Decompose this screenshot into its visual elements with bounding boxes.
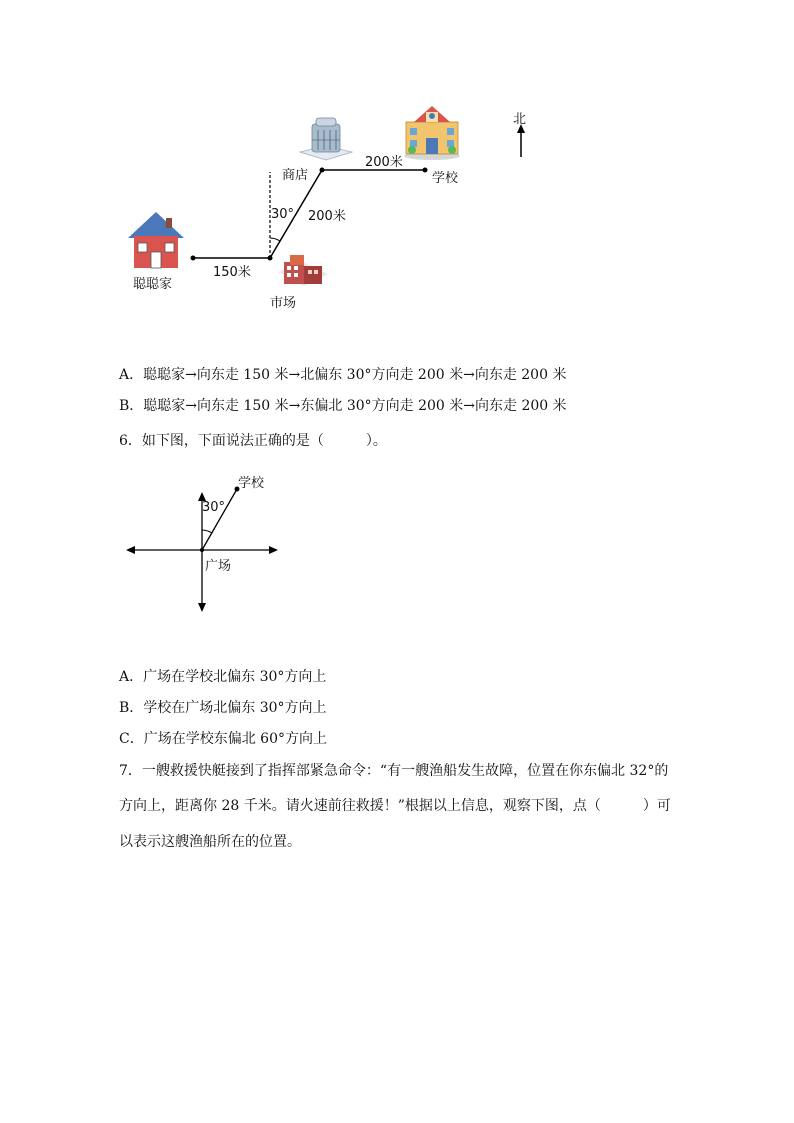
q6-option-c <box>119 728 327 748</box>
option-text: 学校在广场北偏东 30°方向上 <box>143 700 327 716</box>
shop-label: 商店 <box>282 168 309 183</box>
route-map-svg <box>0 0 794 340</box>
option-text: 广场在学校东偏北 60°方向上 <box>143 731 327 747</box>
option-letter: A． <box>119 367 144 383</box>
home-label: 聪聪家 <box>133 277 173 292</box>
q6-option-b <box>119 697 327 717</box>
option-letter: B． <box>119 398 144 414</box>
school-icon <box>404 106 460 160</box>
q6-stem: 6．如下图，下面说法正确的是（ ）。 <box>119 433 387 449</box>
school-label: 学校 <box>432 171 459 186</box>
point-school <box>423 168 428 173</box>
house-icon <box>128 212 184 268</box>
route-map <box>0 0 794 340</box>
angle-arc <box>270 238 280 241</box>
point-shop <box>320 168 325 173</box>
q7-line-1: 7．一艘救援快艇接到了指挥部紧急命令：“有一艘渔船发生故障，位置在你东偏北 32°的 <box>119 763 669 779</box>
q5-option-b <box>119 395 567 415</box>
option-letter: C． <box>119 731 144 747</box>
shop-icon <box>300 118 352 160</box>
q6-diagram <box>120 468 300 618</box>
option-text: 聪聪家→向东走 150 米→北偏东 30°方向走 200 米→向东走 200 米 <box>143 367 567 383</box>
point-home <box>191 256 196 261</box>
north-arrow-icon <box>517 124 525 157</box>
q7-line-2: 方向上，距离你 28 千米。请火速前往救援！”根据以上信息，观察下图，点（ ）可 <box>119 798 671 814</box>
market-label: 市场 <box>270 296 297 311</box>
distance-market-shop: 200米 <box>308 209 346 224</box>
option-text: 聪聪家→向东走 150 米→东偏北 30°方向走 200 米→向东走 200 米 <box>143 398 567 414</box>
north-label: 北 <box>513 112 527 127</box>
angle-label: 30° <box>271 207 295 222</box>
distance-shop-school: 200米 <box>365 155 403 170</box>
q5-option-a <box>119 364 566 384</box>
option-text: 广场在学校北偏东 30°方向上 <box>143 669 327 685</box>
q7-line-3: 以表示这艘渔船所在的位置。 <box>119 834 301 850</box>
q6-diagram-svg <box>120 468 300 618</box>
option-letter: A． <box>119 669 144 685</box>
option-letter: B． <box>119 700 144 716</box>
q6-option-a <box>119 666 326 686</box>
q6-school-label: 学校 <box>238 476 265 491</box>
market-icon <box>278 255 328 286</box>
q6-angle-label: 30° <box>202 500 226 515</box>
distance-home-market: 150米 <box>213 265 251 280</box>
q6-square-label: 广场 <box>205 559 232 574</box>
point-market <box>268 256 273 261</box>
